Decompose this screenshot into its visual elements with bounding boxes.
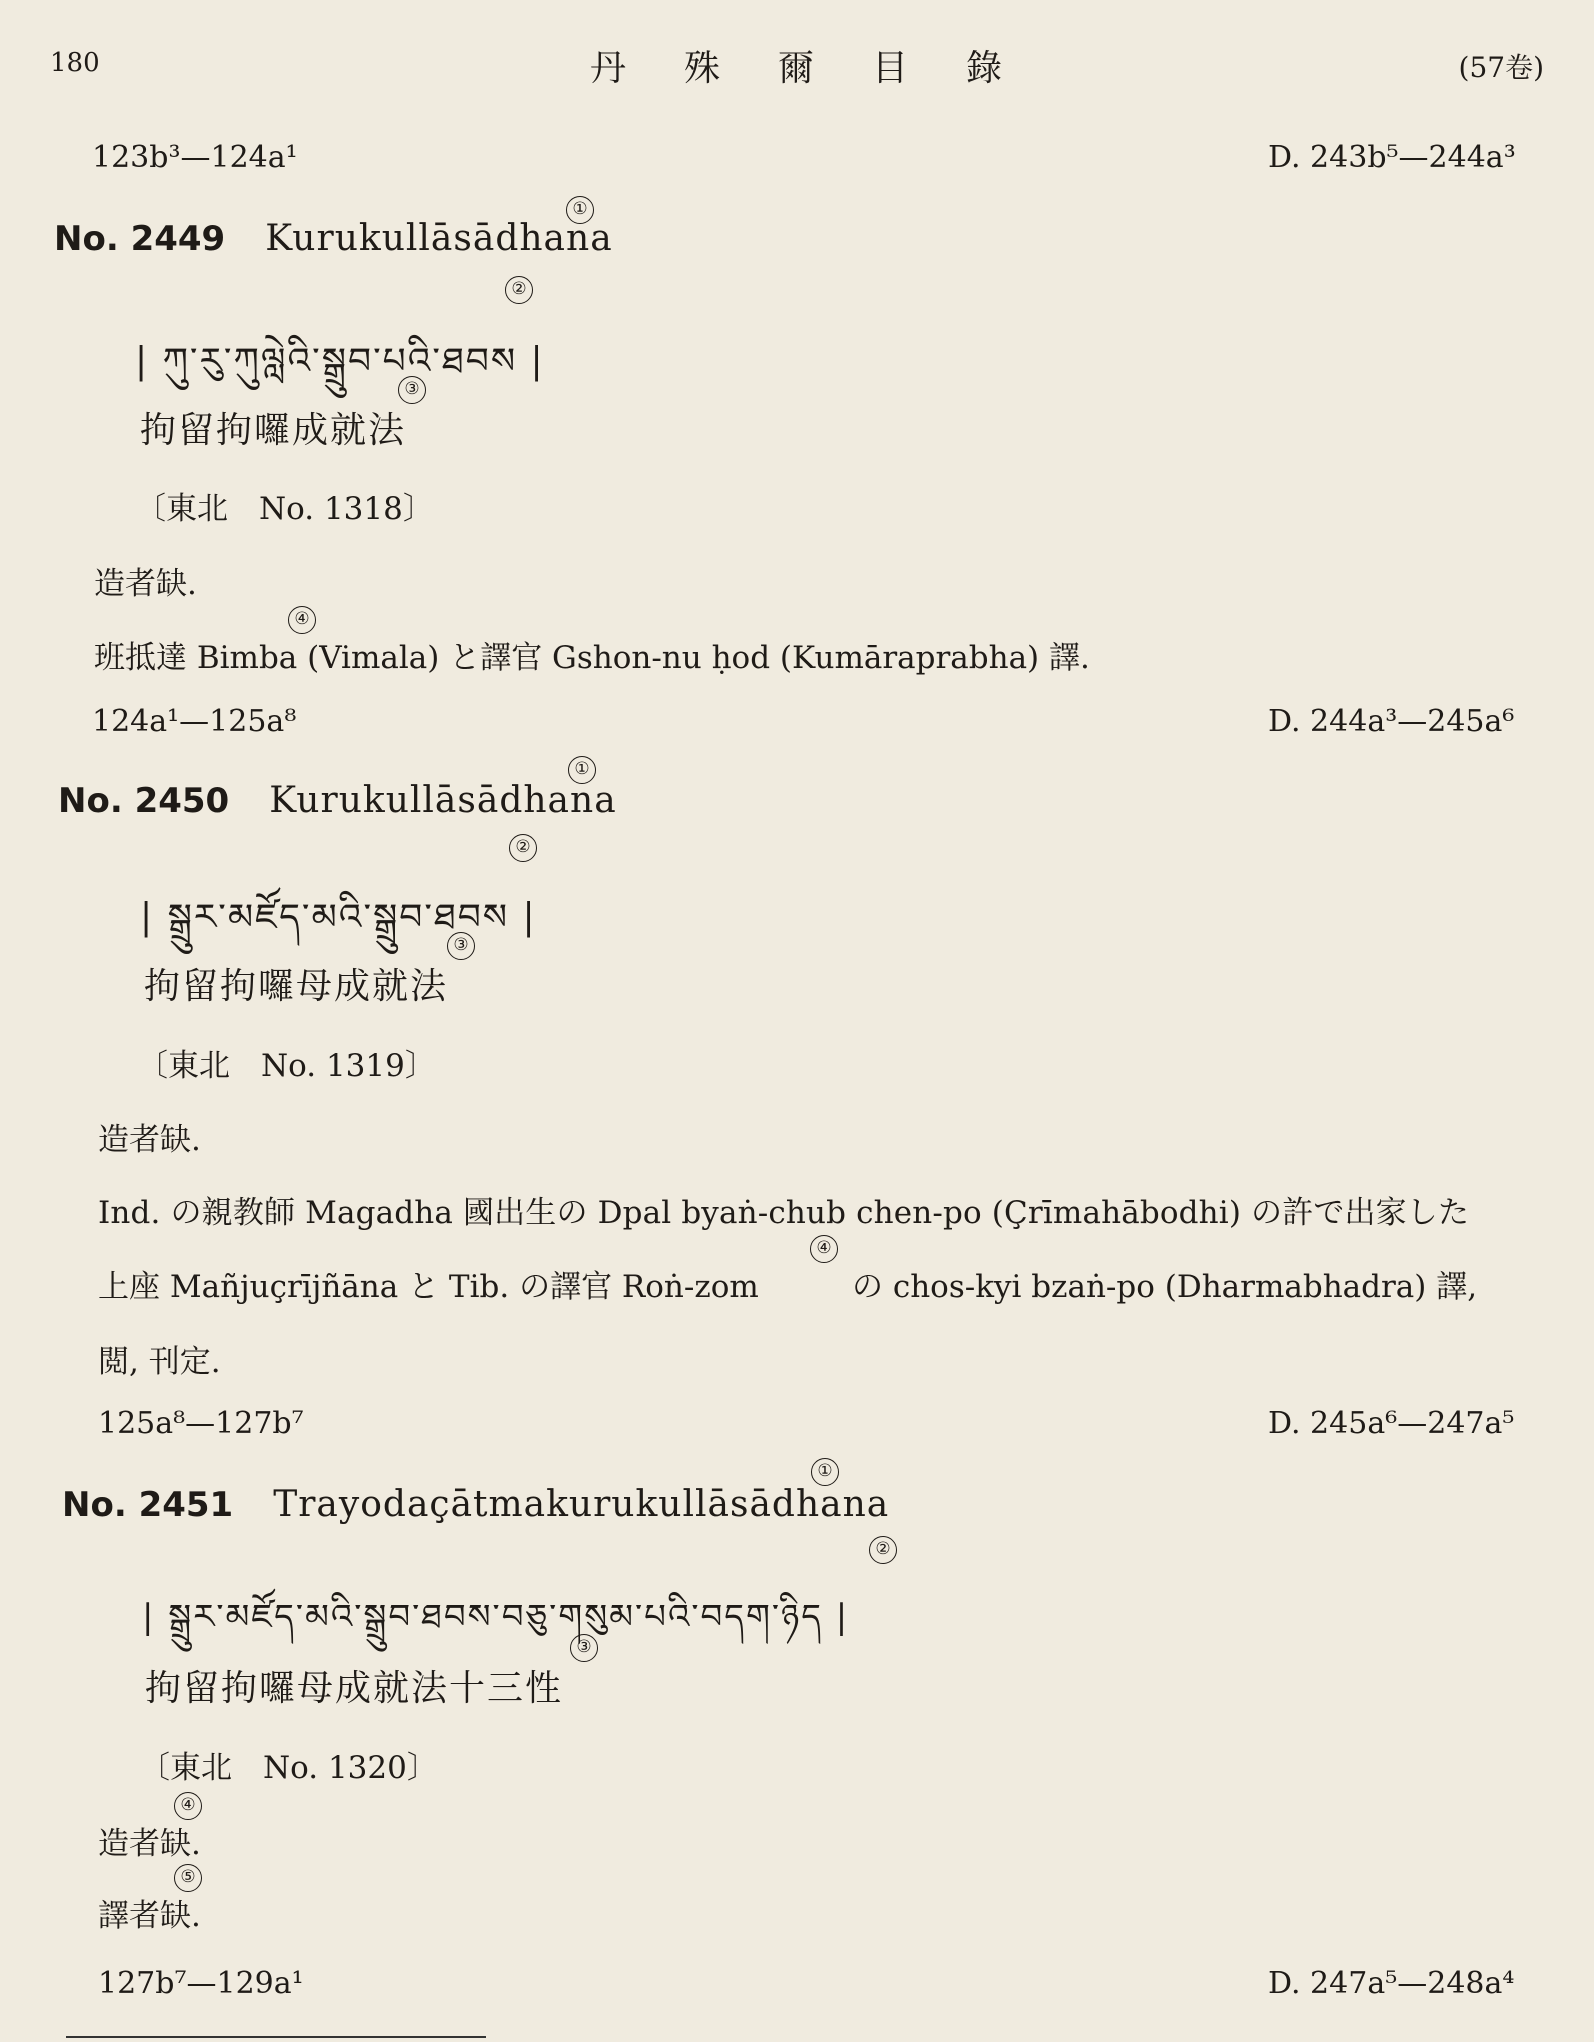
footnote-marker: ② <box>869 1536 897 1564</box>
translator-note: の chos-kyi bzaṅ-po (Dharmabhadra) 譯, <box>852 1269 1478 1305</box>
tibetan-title: | ཀུ་རུ་ཀུལླེའི་སྒྲུབ་པའི་ཐབས | <box>135 341 545 382</box>
entry-heading <box>54 218 613 259</box>
entry-heading <box>62 1484 889 1525</box>
footnote-marker: ③ <box>398 376 426 404</box>
folio-derge: D. 247a⁵—248a⁴ <box>1268 1966 1515 2001</box>
running-title: 丹殊爾目錄 <box>590 48 1061 89</box>
volume-label: (57卷) <box>1458 51 1544 84</box>
page-number: 180 <box>50 48 100 78</box>
folio-derge: D. 245a⁶—247a⁵ <box>1268 1406 1515 1441</box>
page-header <box>50 40 1554 90</box>
entry-sanskrit-title: Kurukullāsādhana <box>269 780 617 821</box>
folio-derge: D. 243b⁵—244a³ <box>1268 140 1516 175</box>
entry-sanskrit-title: Trayodaçātmakurukullāsādhana <box>273 1484 890 1525</box>
folio-left: 125a⁸—127b⁷ <box>98 1406 304 1441</box>
tibetan-title: | སྒྲུར་མཛོད་མའི་སྒྲུབ་ཐབས | <box>140 897 537 938</box>
translator-note: 閲, 刊定. <box>98 1344 221 1380</box>
author-note: 造者缺. <box>94 566 197 602</box>
footnote-marker: ④ <box>288 606 316 634</box>
chinese-title: 拘留拘囉母成就法十三性 <box>145 1668 564 1709</box>
entry-number: No. 2450 <box>58 781 230 821</box>
entry-sanskrit-title: Kurukullāsādhana <box>265 218 613 259</box>
tibetan-title: | སྒྲུར་མཛོད་མའི་སྒྲུབ་ཐབས་བཅུ་གསུམ་པའི་བདག་ཉིད | <box>142 1597 850 1637</box>
footnote-marker: ③ <box>447 932 475 960</box>
footnote-marker: ⑤ <box>174 1864 202 1892</box>
footnote-marker: ② <box>509 834 537 862</box>
folio-derge: D. 244a³—245a⁶ <box>1268 704 1515 739</box>
entry-heading <box>58 780 617 821</box>
tohoku-reference: 〔東北 No. 1318〕 <box>135 491 434 527</box>
translator-note: Ind. の親教師 Magadha 國出生の Dpal byaṅ-chub chen-po (Çrīmahābodhi) の許で出家した <box>98 1195 1470 1231</box>
chinese-title: 拘留拘囉母成就法 <box>144 966 449 1007</box>
author-note: 造者缺. <box>98 1826 201 1862</box>
tohoku-reference: 〔東北 No. 1319〕 <box>137 1048 436 1084</box>
tohoku-reference: 〔東北 No. 1320〕 <box>139 1750 438 1786</box>
translator-note: 譯者缺. <box>98 1898 201 1934</box>
author-note: 造者缺. <box>98 1122 201 1158</box>
folio-left: 123b³—124a¹ <box>92 140 298 175</box>
entry-number: No. 2449 <box>54 219 226 259</box>
translator-note: 班抵達 Bimba (Vimala) と譯官 Gshon-nu ḥod (Kumāraprabha) 譯. <box>94 640 1090 676</box>
footnote-marker: ② <box>505 276 533 304</box>
footnote-marker: ④ <box>174 1792 202 1820</box>
folio-left: 127b⁷—129a¹ <box>98 1966 304 2001</box>
footnote-marker: ① <box>811 1458 839 1486</box>
footnote-marker: ③ <box>570 1634 598 1662</box>
translator-note: 上座 Mañjuçrījñāna と Tib. の譯官 Roṅ-zom <box>98 1269 759 1305</box>
footnote-marker: ① <box>566 196 594 224</box>
folio-left: 124a¹—125a⁸ <box>92 704 297 739</box>
chinese-title: 拘留拘囉成就法 <box>140 410 407 451</box>
footnote-marker: ④ <box>810 1235 838 1263</box>
footnote-marker: ① <box>568 756 596 784</box>
entry-number: No. 2451 <box>62 1485 234 1525</box>
footnote-rule <box>66 2036 486 2038</box>
